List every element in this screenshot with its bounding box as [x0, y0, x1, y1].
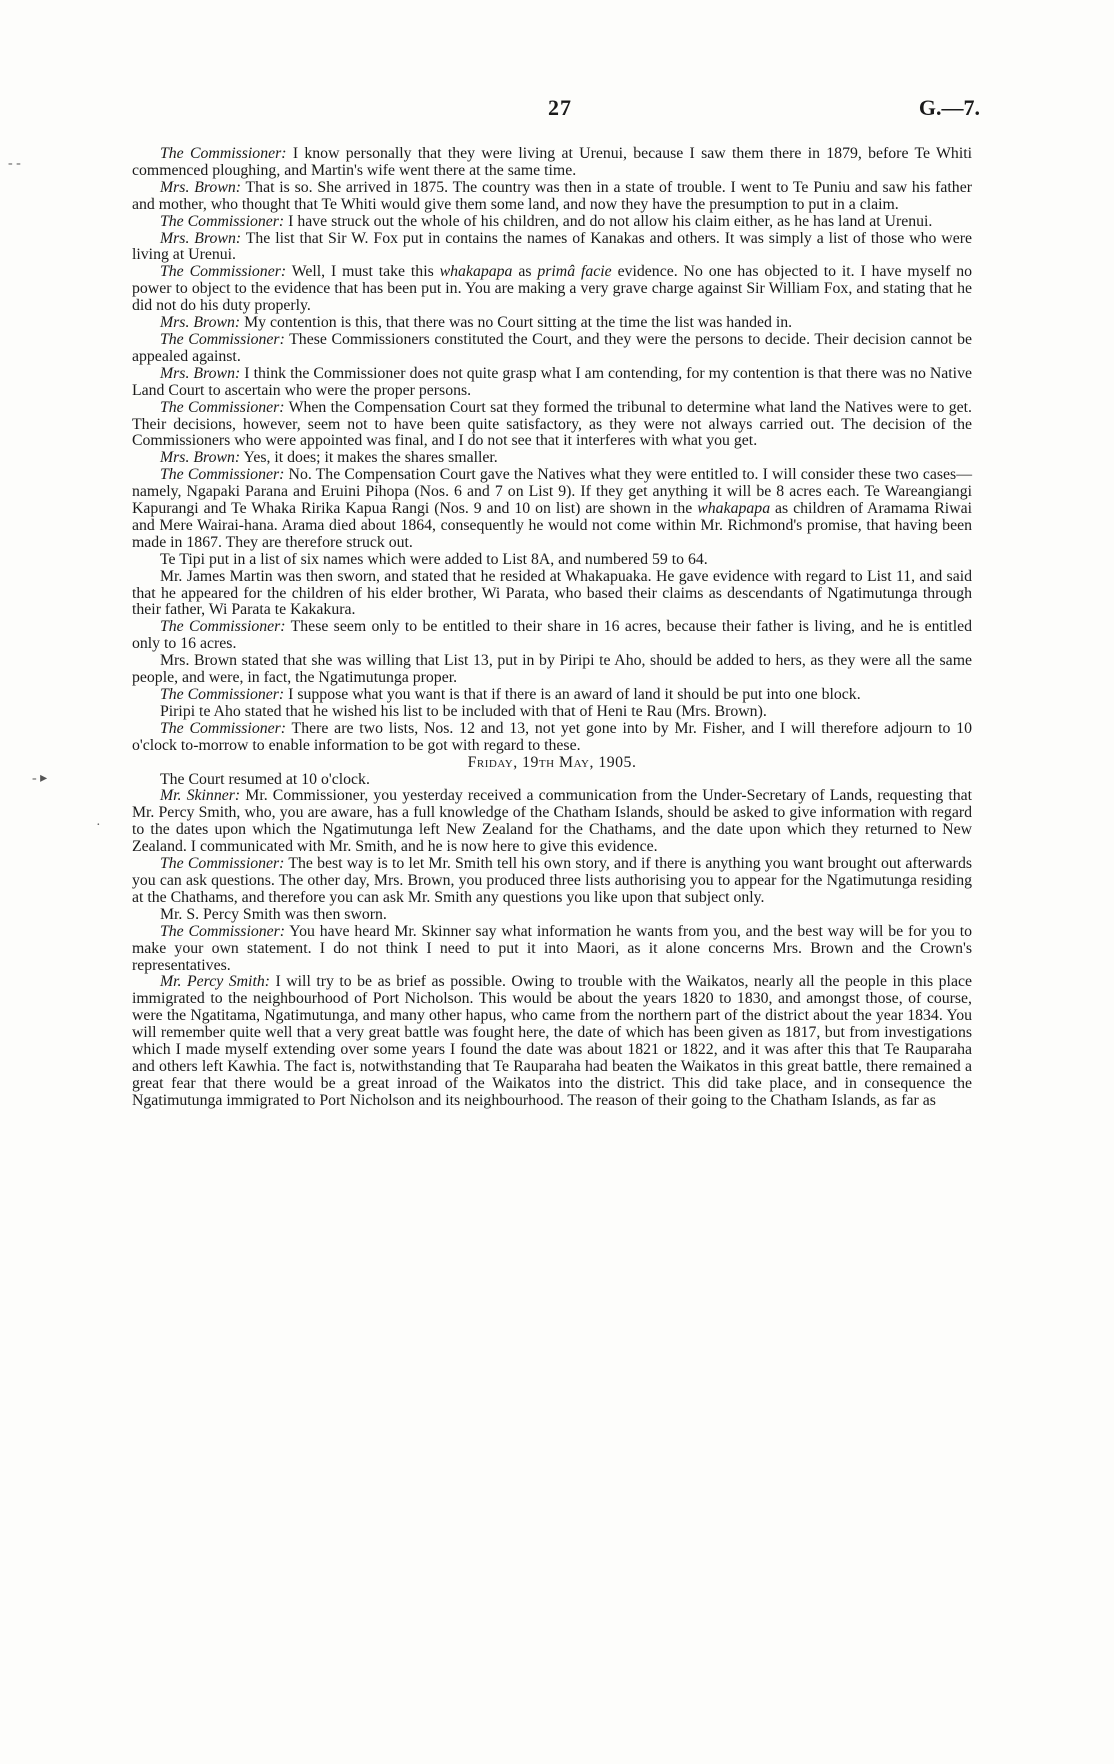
paragraph-text: Mrs. Brown stated that she was willing that List 13, put in by Piripi te Aho, should be added to hers, as they were all the same people, and were, in fact, the Ngatimutunga proper. — [132, 652, 972, 687]
paragraph-text: as — [512, 263, 538, 281]
paragraph — [132, 569, 972, 620]
paragraph — [132, 721, 972, 755]
paragraph — [132, 400, 972, 451]
document-body — [132, 146, 972, 1110]
italic-term: primâ facie — [537, 263, 612, 281]
italic-term: whakapapa — [439, 263, 513, 281]
paragraph-text: Well, I must take this — [286, 263, 440, 281]
paragraph-text: The list that Sir W. Fox put in contains the names of Kanakas and others. It was simply a list of those who were living at Urenui. — [132, 229, 972, 264]
paragraph — [132, 180, 972, 214]
paragraph — [132, 788, 972, 856]
section-heading: Friday, 19th May, 1905. — [467, 753, 637, 771]
speaker: The Commissioner: — [160, 618, 286, 636]
speaker: The Commissioner: — [160, 263, 287, 281]
paragraph-text: I will try to be as brief as possible. Owing to trouble with the Waikatos, nearly all the people in this place immigrated to the neighbourhood of Port Nicholson. This would be about the years 1820 to 1830, and amongst those, of course, were the Ngatitama, Ngatimutunga, and many other hapus, who came from the northern part of the district about the year 1834. You will remember quite well that a very great battle was fought here, the date of which has been given as 1817, but from investigations which I made myself extending over some years I found the date was about 1821 or 1822, and it was after this that Te Rauparaha and others left Kawhia. The fact is, notwithstanding that Te Rauparaha had beaten the Waikatos in this great battle, there remained a great fear that there would be a great inroad of the Waikatos into the district. This did take place, and in consequence the Ngatimutunga immigrated to Port Nicholson and its neighbourhood. The reason of their going to the Chatham Islands, as far as — [132, 973, 972, 1109]
speaker: The Commissioner: — [160, 466, 285, 484]
paragraph — [132, 856, 972, 907]
paragraph — [132, 264, 972, 315]
paragraph — [132, 924, 972, 975]
series-code: G.—7. — [918, 95, 980, 120]
paragraph-text: You have heard Mr. Skinner say what information he wants from you, and the best way will be for you to make your own statement. I do not think I need to put it into Maori, as it alone concerns Mrs. Brown and the Crown's representatives. — [132, 922, 972, 974]
speaker: Mr. Skinner: — [160, 787, 241, 805]
paragraph — [132, 619, 972, 653]
paragraph-text: Mr. Commissioner, you yesterday received a communication from the Under-Secretary of Lands, requesting that Mr. Percy Smith, who, you are aware, has a full knowledge of the Chatham Islands, should be asked to give information with regard to the dates upon which the Ngatimutunga left New Zealand for the Chathams, and the date upon which they returned to New Zealand. I communicated with Mr. Smith, and he is now here to give this evidence. — [132, 787, 973, 856]
paragraph-text: There are two lists, Nos. 12 and 13, not yet gone into by Mr. Fisher, and I will therefore adjourn to 10 o'clock to-morrow to enable information to be got with regard to these. — [132, 719, 973, 754]
paragraph — [132, 366, 972, 400]
paragraph-text: as children of Aramama Riwai and Mere Wairai-hana. Arama died about 1864, consequently he would not come within Mr. Richmond's promise, that having been made in 1867. They are therefore struck out. — [132, 500, 972, 551]
paragraph-text: evidence. No one has objected to it. I have myself no power to object to the evidence that has been put in. You are making a very grave charge against Sir William Fox, and stating that he did not do his duty properly. — [132, 263, 973, 315]
speaker: The Commissioner: — [160, 330, 285, 348]
paragraph-text: No. The Compensation Court gave the Natives what they were entitled to. I will consider these two cases—namely, Ngapaki Parana and Eruini Pihopa (Nos. 6 and 7 on List 9). If they get anything it will be 8 acres each. Te Wareangiangi Kapurangi and Te Whaka Ririka Kapua Rangi (Nos. 9 and 10 on list) are shown in the — [132, 466, 972, 518]
paragraph — [132, 146, 972, 180]
page-number: 27 — [548, 95, 572, 120]
paragraph-text: Mr. S. Percy Smith was then sworn. — [160, 905, 387, 923]
paragraph-text: I think the Commissioner does not quite grasp what I am contending, for my contention is that there was no Native Land Court to ascertain who were the proper persons. — [132, 364, 972, 399]
speaker: Mrs. Brown: — [160, 178, 242, 196]
paragraph — [132, 907, 972, 924]
paragraph-text: The best way is to let Mr. Smith tell his own story, and if there is anything you want brought out afterwards you can ask questions. The other day, Mrs. Brown, you produced three lists authorising you to appear for the Ngatimutunga residing at the Chathams, and therefore you can ask Mr. Smith any questions you like upon that subject only. — [132, 855, 972, 906]
paragraph — [132, 315, 972, 332]
speaker: Mrs. Brown: — [160, 229, 242, 247]
speaker: The Commissioner: — [160, 922, 286, 940]
paragraph — [132, 653, 972, 687]
paragraph-text: Yes, it does; it makes the shares smaller. — [240, 449, 498, 467]
paragraph-text: Te Tipi put in a list of six names which were added to List 8A, and numbered 59 to 64. — [160, 550, 708, 568]
margin-mark: - ▸ — [32, 771, 48, 786]
speaker: The Commissioner: — [160, 686, 285, 703]
paragraph-text: Mr. James Martin was then sworn, and stated that he resided at Whakapuaka. He gave evidence with regard to List 11, and said that he appeared for the children of his elder brother, Wi Parata, who based their claims as descendants of Ngatimutunga through their father, Wi Parata te Kakakura. — [132, 567, 972, 619]
paragraph-text: When the Compensation Court sat they formed the tribunal to determine what land the Natives were to get. Their decisions, however, seem not to have been quite satisfactory, as they were not always carried out. The decision of the Commissioners who were appointed was final, and I do not see that it interferes with what you get. — [132, 398, 972, 450]
paragraph — [132, 231, 972, 265]
paragraph — [132, 214, 972, 231]
speaker: Mrs. Brown: — [160, 364, 241, 382]
paragraph — [132, 467, 972, 552]
paragraph — [132, 772, 972, 789]
paragraph-text: The Court resumed at 10 o'clock. — [160, 770, 370, 788]
speaker: Mrs. Brown: — [160, 449, 241, 467]
speaker: The Commissioner: — [160, 719, 287, 737]
paragraph — [132, 687, 972, 704]
paragraph — [132, 704, 972, 721]
margin-mark: · — [96, 818, 101, 833]
paragraph — [132, 450, 972, 467]
speaker: Mr. Percy Smith: — [160, 973, 270, 991]
paragraph-text: I suppose what you want is that if there is an award of land it should be put into one block. — [284, 686, 861, 703]
paragraph — [132, 552, 972, 569]
paragraph-text: I have struck out the whole of his children, and do not allow his claim either, as he has land at Urenui. — [284, 212, 933, 230]
paragraph-text: These seem only to be entitled to their share in 16 acres, because their father is living, and he is entitled only to 16 acres. — [132, 618, 972, 653]
speaker: Mrs. Brown: — [160, 314, 241, 332]
paragraph — [132, 974, 972, 1109]
paragraph-text: My contention is this, that there was no Court sitting at the time the list was handed in. — [240, 314, 793, 332]
paragraph-text: Piripi te Aho stated that he wished his list to be included with that of Heni te Rau (Mrs. Brown). — [160, 702, 767, 720]
paragraph — [132, 332, 972, 366]
speaker: The Commissioner: — [160, 145, 287, 162]
margin-mark: - - — [8, 156, 21, 171]
italic-term: whakapapa — [697, 500, 771, 518]
paragraph-text: That is so. She arrived in 1875. The country was then in a state of trouble. I went to Te Puniu and saw his father and mother, who thought that Te Whiti would give them some land, and now they have the presumption to put in a claim. — [132, 178, 972, 213]
paragraph-text: I know personally that they were living at Urenui, because I saw them there in 1879, before Te Whiti commenced ploughing, and Martin's wife went there at the same time. — [132, 145, 972, 179]
speaker: The Commissioner: — [160, 398, 285, 416]
paragraph-text: These Commissioners constituted the Court, and they were the persons to decide. Their decision cannot be appealed against. — [132, 330, 972, 365]
speaker: The Commissioner: — [160, 855, 285, 873]
speaker: The Commissioner: — [160, 212, 285, 230]
